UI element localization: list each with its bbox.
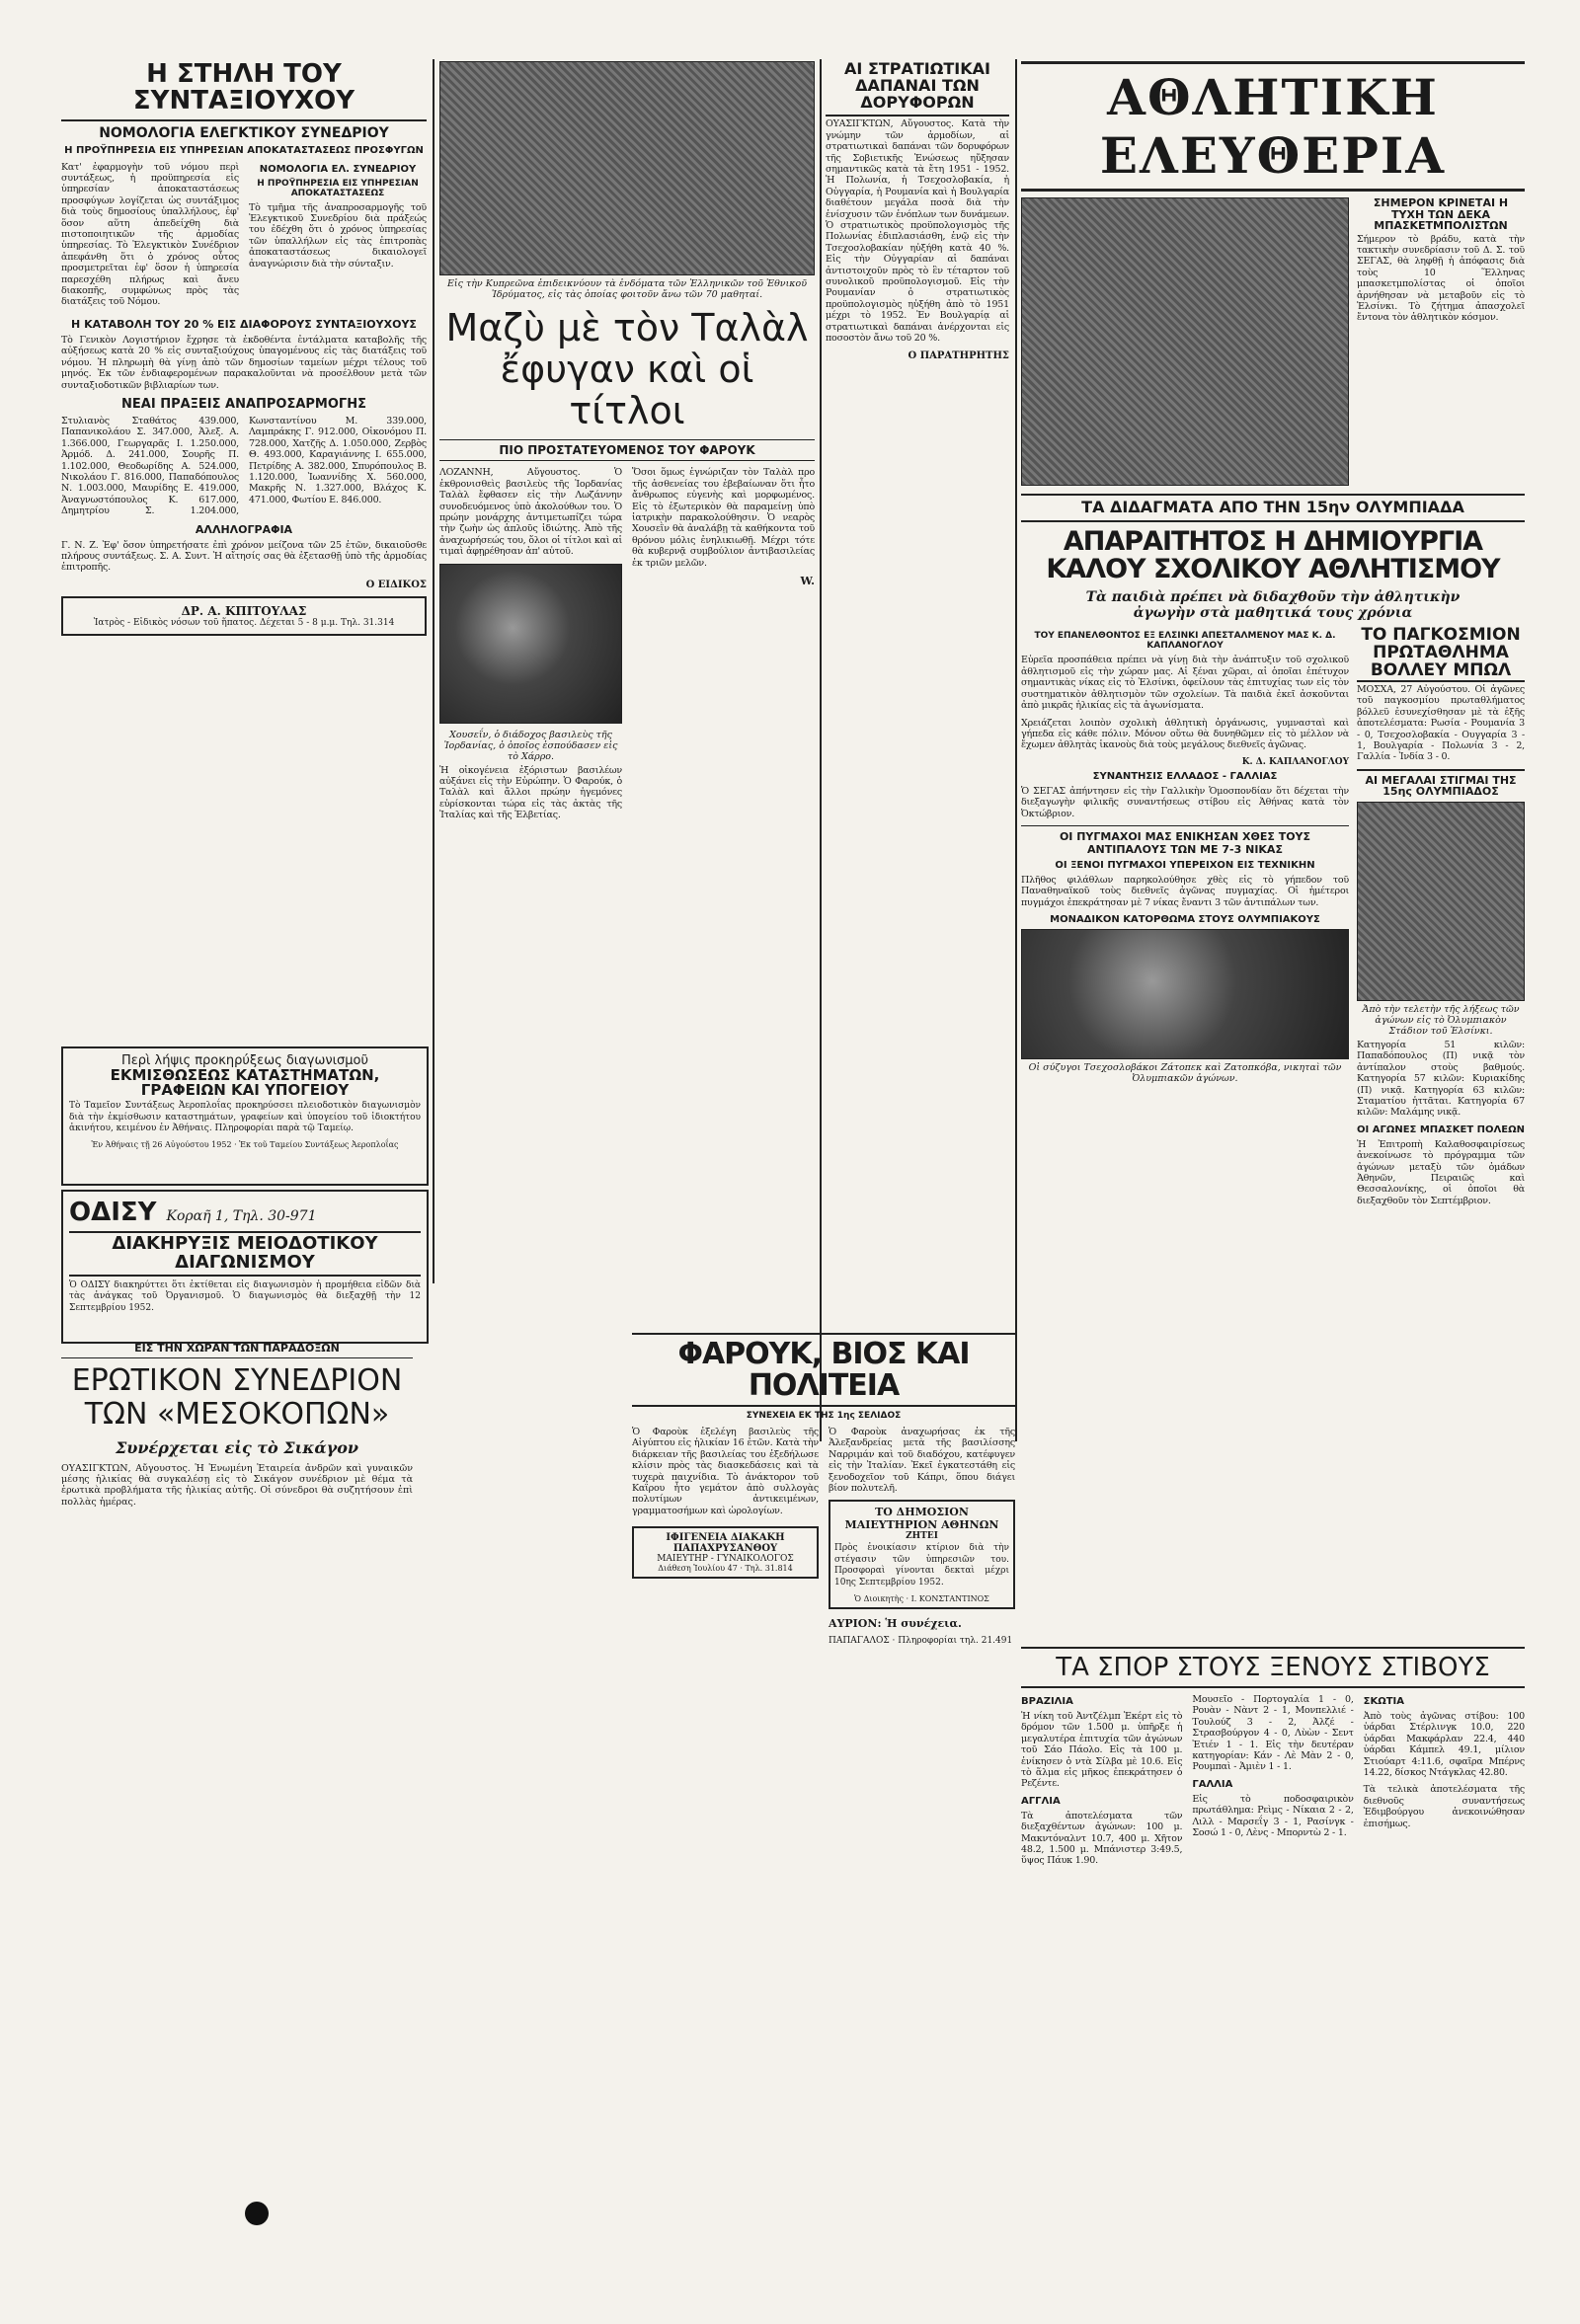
section-heading: ΝΕΑΙ ΠΡΑΞΕΙΣ ΑΝΑΠΡΟΣΑΡΜΟΓΗΣ <box>121 396 366 412</box>
article-text: ΟΥΑΣΙΓΚΤΩΝ, Αὔγουστος. Ἡ Ἑνωμένη Ἐταιρεία ἀνδρῶν καὶ γυναικῶν μέσης ἡλικίας θὰ συγκαλέσῃ εἰς τὸ Σικάγον συνέδριον μὲ θέμα τὰ ἐρωτικὰ προβλήματα τῆς ἡλικίας αὐτῆς. Οἱ σύνεδροι θὰ συζητήσουν ἐπὶ πολλὰς ἡμέρας. <box>61 1462 413 1508</box>
article-text: Τὸ τμῆμα τῆς ἀναπροσαρμογῆς τοῦ Ἐλεγκτικοῦ Συνεδρίου διὰ πράξεώς του ἐδέχθη ὅτι ὁ χρόνος ὑπηρεσίας τῶν ὑπαλλήλων εἰς τὰς ἐπιτροπὰς ἀποκαταστάσεως δικαιολογεῖ ἀναγνώρισιν διὰ τὴν σύνταξιν. <box>249 201 427 270</box>
ad-title: Περὶ λήψις προκηρύξεως διαγωνισμοῦ <box>120 1053 369 1068</box>
article-text: Ὁ ΣΕΓΑΣ ἀπήντησεν εἰς τὴν Γαλλικὴν Ὁμοσπονδίαν ὅτι δέχεται τὴν διεξαγωγὴν φιλικῆς συναντήσεως στίβου εἰς Ἀθήνας κατὰ τὸν Ὀκτώβριον. <box>1021 785 1349 819</box>
headline: Μαζὺ μὲ τὸν Ταλὰλ ἔφυγαν καὶ οἱ τίτλοι <box>445 306 809 432</box>
photo-heading: ΜΟΝΑΔΙΚΟΝ ΚΑΤΟΡΘΩΜΑ ΣΤΟΥΣ ΟΛΥΜΠΙΑΚΟΥΣ <box>1050 914 1320 926</box>
volleyball-headline: ΤΟ ΠΑΓΚΟΣΜΙΟΝ ΠΡΩΤΑΘΛΗΜΑ ΒΟΛΛΕΥ ΜΠΩΛ <box>1357 627 1525 682</box>
olympics-headline: ΑΙ ΜΕΓΑΛΑΙ ΣΤΙΓΜΑΙ ΤΗΣ 15ης ΟΛΥΜΠΙΑΔΟΣ <box>1357 769 1525 798</box>
foreign-sports <box>1021 1647 1525 2259</box>
side-headline: ΣΗΜΕΡΟΝ ΚΡΙΝΕΤΑΙ Η ΤΥΧΗ ΤΩΝ ΔΕΚΑ ΜΠΑΣΚΕΤΜΠΟΛΙΣΤΩΝ <box>1373 196 1509 233</box>
section-rule <box>632 1333 1015 1335</box>
talal-column <box>439 61 815 1345</box>
signature: W. <box>800 575 815 588</box>
signature: Κ. Δ. ΚΑΠΛΑΝΟΓΛΟΥ <box>1241 756 1349 767</box>
article-text: ΟΥΑΣΙΓΚΤΩΝ, Αὔγουστος. Κατὰ τὴν γνώμην τῶν ἁρμοδίων, αἱ στρατιωτικαὶ δαπάναι τῶν δορυφόρων τῆς Σοβιετικῆς Ἑνώσεως ηὔξησαν σημαντικῶς κατὰ τὰ ἔτη 1951 - 1952. Ἡ Πολωνία, ἡ Τσεχοσλοβακία, ἡ Οὐγγαρία, ἡ Ρουμανία καὶ ἡ Βουλγαρία διαθέτουν μεγάλα ποσὰ διὰ τὴν ἐνίσχυσιν τῶν ἐνόπλων των δυνάμεων. Ὁ στρατιωτικὸς προϋπολογισμὸς τῆς Πολωνίας ἐδιπλασιάσθη, ἐνῷ εἰς τὴν Τσεχοσλοβακίαν ηὐξήθη κατὰ 40 %. Εἰς τὴν Οὐγγαρίαν αἱ δαπάναι ἀντιστοιχοῦν πρὸς τὸ ἓν τέταρτον τοῦ συνολικοῦ προϋπολογισμοῦ. Εἰς τὴν Ρουμανίαν ὁ στρατιωτικὸς προϋπολογισμὸς ηὐξήθη ἀπὸ τὸ 1951 μέχρι τὸ 1952. Ἐν Βουλγαρίᾳ αἱ στρατιωτικαὶ δαπάναι ἀνέρχονται εἰς ποσοστὸν ἄνω τοῦ 20 %. <box>826 118 1009 345</box>
column-title: Η ΣΤΗΛΗ ΤΟΥ ΣΥΝΤΑΞΙΟΥΧΟΥ <box>61 61 427 121</box>
odisy-ad <box>61 1190 429 1344</box>
ad-text: Τὸ Ταμεῖον Συντάξεως Ἀεροπλοΐας προκηρύσσει πλειοδοτικὸν διαγωνισμὸν διὰ τὴν ἐκμίσθωσιν καταστημάτων, γραφείων καὶ ὑπογείου τοῦ ἰδιοκτήτου ἀκινήτου, κειμένου ἐν Ἀθήναις. Πληροφορίαι παρὰ τῷ Ταμείῳ. <box>69 1101 421 1133</box>
farouk-article <box>632 1339 1015 2188</box>
article-text: Τὰ τελικὰ ἀποτελέσματα τῆς διεθνοῦς συναντήσεως Ἐδιμβούργου ἀνεκοινώθησαν ἐπισήμως. <box>1363 1784 1525 1829</box>
main-headline: ΑΠΑΡΑΙΤΗΤΟΣ Η ΔΗΜΙΟΥΡΓΙΑ ΚΑΛΟΥ ΣΧΟΛΙΚΟΥ ΑΘΛΗΤΙΣΜΟΥ <box>1046 525 1500 585</box>
section-heading: Η ΚΑΤΑΒΟΛΗ ΤΟΥ 20 % ΕΙΣ ΔΙΑΦΟΡΟΥΣ ΣΥΝΤΑΞΙΟΥΧΟΥΣ <box>71 317 417 331</box>
article-text: Στυλιανὸς Σταθάτος 439.000, Παπανικολάου Σ. 347.000, Ἀλεξ. Α. 1.366.000, Γεωργαρᾶς Ι. 1.250.000, Ἀρμόδ. Δ. 241.000, Σουρῆς Π. 1.102.000, Θεοδωρίδης Α. 524.000, Νικολάου Γ. 816.000, Παπαδόπουλος Ν. 1.003.000, Μαυρίδης Ε. 419.000, Ἀναγνωστόπουλος Κ. 617.000, Δημητρίου Σ. 1.204.000, Κωνσταντίνου Μ. 339.000, Λαμπράκης Γ. 912.000, Οἰκονόμου Π. 728.000, Χατζῆς Δ. 1.050.000, Ζερβὸς Θ. 493.000, Καραγιάννης Ι. 655.000, Πετρίδης Α. 382.000, Σπυρόπουλος Β. 1.120.000, Ἰωαννίδης Χ. 560.000, Μακρῆς Ν. 1.327.000, Βλάχος Κ. 471.000, Φωτίου Ε. 846.000. <box>61 415 427 517</box>
satellites-column <box>826 61 1009 1345</box>
ad-heading: ΔΙΑΚΗΡΥΞΙΣ ΜΕΙΟΔΟΤΙΚΟΥ ΔΙΑΓΩΝΙΣΜΟΥ <box>69 1231 421 1277</box>
notice-sub: ΖΗΤΕΙ <box>906 1531 938 1542</box>
kicker: ΕΙΣ ΤΗΝ ΧΩΡΑΝ ΤΩΝ ΠΑΡΑΔΟΞΩΝ <box>61 1343 413 1358</box>
article-text: Εἰς τὸ ποδοσφαιρικὸν πρωτάθλημα: Ρεὶμς - Νίκαια 2 - 2, Λιλλ - Μαρσεΐγ 3 - 1, Ρασίνγκ - Σοσώ 1 - 0, Λὲνς - Μπορντὼ 2 - 1. <box>1192 1793 1354 1839</box>
article-text: Πλῆθος φιλάθλων παρηκολούθησε χθὲς εἰς τὸ γήπεδον τοῦ Παναθηναϊκοῦ τοὺς διεθνεῖς ἀγῶνας πυγμαχίας. Οἱ ἡμέτεροι πυγμάχοι ἐπεκράτησαν μὲ 7 νίκας ἔναντι 3 τῶν ἀντιπάλων των. <box>1021 874 1349 908</box>
small-ad: ΠΑΠΑΓΑΛΟΣ · Πληροφορίαι τηλ. 21.491 <box>829 1636 1013 1647</box>
column-rule <box>1015 59 1017 1441</box>
byline: ΤΟΥ ΕΠΑΝΕΛΘΟΝΤΟΣ ΕΞ ΕΛΣΙΝΚΙ ΑΠΕΣΤΑΛΜΕΝΟΥ ΜΑΣ Κ. Δ. ΚΑΠΛΑΝΟΓΛΟΥ <box>1034 631 1336 652</box>
column-rule <box>820 59 822 1441</box>
maternity-notice <box>829 1500 1015 1609</box>
ad-org: ΟΔΙΣΥ <box>69 1198 157 1227</box>
section-subheading: Η ΠΡΟΫΠΗΡΕΣΙΑ ΕΙΣ ΥΠΗΡΕΣΙΑΝ ΑΠΟΚΑΤΑΣΤΑΣΕΩΣ <box>257 178 419 198</box>
foreign-headline: ΤΑ ΣΠΟΡ ΣΤΟΥΣ ΞΕΝΟΥΣ ΣΤΙΒΟΥΣ <box>1021 1647 1525 1688</box>
article-text: Ἡ Ἐπιτροπὴ Καλαθοσφαιρίσεως ἀνεκοίνωσε τὸ πρόγραμμα τῶν ἀγώνων μεταξὺ τῶν ὁμάδων Ἀθηνῶν, Πειραιῶς καὶ Θεσσαλονίκης, οἱ ὁποῖοι θὰ διεξαχθοῦν τὸν Σεπτέμβριον. <box>1357 1138 1525 1206</box>
article-text: ΜΟΣΧΑ, 27 Αὐγούστου. Οἱ ἀγῶνες τοῦ παγκοσμίου πρωταθλήματος βόλλεϋ ἐσυνεχίσθησαν μὲ τὰ ἑξῆς ἀποτελέσματα: Ρωσία - Ρουμανία 3 - 0, Τσεχοσλοβακία - Ουγγαρία 3 - 1, Βουλγαρία - Πολωνία 3 - 2, Γαλλία - Ἰνδία 3 - 0. <box>1357 684 1525 763</box>
article-text: Σήμερον τὸ βράδυ, κατὰ τὴν τακτικὴν συνεδρίασιν τοῦ Δ. Σ. τοῦ ΣΕΓΑΣ, θὰ ληφθῇ ἡ ἀπόφασις διὰ τοὺς 10 Ἕλληνας μπασκετμπολίστας οἱ ὁποῖοι ἀρνήθησαν νὰ μεταβοῦν εἰς τὸ Ἑλσίνκι. Τὸ ζήτημα ἀπασχολεῖ ἔντονα τὸν ἀθλητικὸν κόσμον. <box>1357 233 1525 324</box>
basketball-team-photo <box>1021 197 1349 486</box>
article-text: Τὰ ἀποτελέσματα τῶν διεξαχθέντων ἀγώνων: 100 μ. Μακντόναλντ 10.7, 400 μ. Χῆτον 48.2, 1.500 μ. Μπάνιστερ 3:49.5, ὕψος Πάυκ 1.90. <box>1021 1810 1183 1867</box>
doctor-ad <box>61 596 427 636</box>
article-text: Ἡ οἰκογένεια ἐξόριστων βασιλέων αὐξάνει εἰς τὴν Εὐρώπην. Ὁ Φαρούκ, ὁ Ταλὰλ καὶ ἄλλοι πρώην ἡγεμόνες εὑρίσκονται τώρα εἰς τὰς ἀκτὰς τῆς Ἰταλίας καὶ τῆς Ἑλβετίας. <box>439 764 622 821</box>
ad-job: ΜΑΙΕΥΤΗΡ - ΓΥΝΑΙΚΟΛΟΓΟΣ <box>657 1554 794 1565</box>
article-text: Κατ' ἐφαρμογὴν τοῦ νόμου περὶ συντάξεως, ἡ προϋπηρεσία εἰς ὑπηρεσίαν ἀποκαταστάσεως προσφύγων λογίζεται ὡς συντάξιμος διὰ τοὺς δημοσίους ὑπαλλήλους, ἐφ' ὅσον αὕτη ἀπεδείχθη διὰ πιστοποιητικῶν τῆς ἁρμοδίας ὑπηρεσίας. Τὸ Ἐλεγκτικὸν Συνέδριον ἀπεφάνθη ὅτι ὁ χρόνος οὗτος προσμετρεῖται ἐφ' ὅσον ἡ ὑπηρεσία παρεσχέθη πλήρως καὶ ἄνευ διακοπῆς, συμφώνως πρὸς τὰς διατάξεις τοῦ Νόμου. <box>61 161 239 308</box>
portrait-photo <box>439 564 622 724</box>
article-text: Ἀπὸ τοὺς ἀγῶνας στίβου: 100 ὑάρδαι Στέρλινγκ 10.0, 220 ὑάρδαι Μακφάρλαν 22.4, 440 ὑάρδαι Κάμπελ 49.1, μίλιον Στιούαρτ 4:11.6, σφαῖρα Μπέρνς 14.22, δίσκος Ντάγκλας 42.80. <box>1363 1711 1525 1779</box>
main-subheadline: Τὰ παιδιὰ πρέπει νὰ διδαχθοῦν τὴν ἀθλητικὴν ἀγωγὴν στὰ μαθητικά τους χρόνια <box>1085 589 1461 622</box>
article-text: Ὅσοι ὅμως ἐγνώριζαν τὸν Ταλὰλ προ τῆς ἀσθενείας του ἐβεβαίωναν ὅτι ἦτο ἄνθρωπος εὐγενὴς καὶ μορφωμένος. Εἰς τὸ ἐξωτερικὸν θὰ παραμείνῃ ὑπὸ ἰατρικὴν παρακολούθησιν. Ὁ νεαρὸς Χουσεῒν θὰ ἀναλάβῃ τὰ καθήκοντα τοῦ θρόνου μόλις ἐνηλικιωθῇ. Μέχρι τότε θὰ κυβερνᾷ συμβούλιον ἀντιβασιλείας ἐκ τριῶν μελῶν. <box>632 467 815 569</box>
doctor-name: ΔΡ. Α. ΚΠΙΤΟΥΛΑΣ <box>181 603 307 618</box>
sports-masthead: ΑΘΛΗΤΙΚΗ ΕΛΕΥΘΕΡΙΑ <box>1021 61 1525 192</box>
country-heading: ΣΚΩΤΙΑ <box>1363 1696 1405 1707</box>
section-heading: ΟΙ ΑΓΩΝΕΣ ΜΠΑΣΚΕΤ ΠΟΛΕΩΝ <box>1357 1123 1525 1135</box>
section-subheading: Η ΠΡΟΫΠΗΡΕΣΙΑ ΕΙΣ ΥΠΗΡΕΣΙΑΝ ΑΠΟΚΑΤΑΣΤΑΣΕΩΣ ΠΡΟΣΦΥΓΩΝ <box>64 144 424 156</box>
photo-caption: Χουσεΐν, ὁ διάδοχος βασιλεὺς τῆς Ἰορδανίας, ὁ ὁποῖος ἐσπούδασεν εἰς τὸ Χάρρο. <box>443 729 618 762</box>
photo-caption: Εἰς τὴν Κυπρεῶνα ἐπιδεικνύουν τὰ ἐνδόματα τῶν Ἑλληνικῶν τοῦ Ἐθνικοῦ Ἰδρύματος, εἰς τὰς ὁποίας φοιτοῦν ἄνω τῶν 70 μαθηταί. <box>446 278 808 300</box>
ad-text: Ὁ ΟΔΙΣΥ διακηρύττει ὅτι ἐκτίθεται εἰς διαγωνισμὸν ἡ προμήθεια εἰδῶν διὰ τὰς ἀνάγκας τοῦ Ὀργανισμοῦ. Ὁ διαγωνισμὸς θὰ διεξαχθῇ τὴν 12 Σεπτεμβρίου 1952. <box>69 1279 421 1313</box>
pensioner-column <box>61 61 427 1048</box>
continuation: ΣΥΝΕΧΕΙΑ ΕΚ ΤΗΣ 1ης ΣΕΛΙΔΟΣ <box>746 1411 902 1421</box>
article-text: Γ. Ν. Ζ. Ἐφ' ὅσον ὑπηρετήσατε ἐπὶ χρόνον μείζονα τῶν 25 ἐτῶν, δικαιοῦσθε πλήρους συντάξεως. Σ. Α. Συντ. Ἡ αἴτησίς σας θὰ ἐξετασθῇ ὑπὸ τῆς ἁρμοδίας ἐπιτροπῆς. <box>61 539 427 574</box>
column-rule <box>433 59 434 1283</box>
school-photo <box>439 61 815 275</box>
continued-tomorrow: ΑΥΡΙΟΝ: Ἡ συνέχεια. <box>829 1617 962 1631</box>
ad-address: Διάθεση Ἰουλίου 47 · Τηλ. 31.814 <box>658 1564 793 1574</box>
country-heading: ΒΡΑΖΙΛΙΑ <box>1021 1696 1073 1707</box>
notice-text: Πρὸς ἐνοικίασιν κτίριον διὰ τὴν στέγασιν τῶν ὑπηρεσιῶν του. Προσφοραὶ γίνονται δεκταὶ μέχρι 10ης Σεπτεμβρίου 1952. <box>834 1543 1009 1588</box>
zatopek-photo <box>1021 929 1349 1059</box>
article-text: Ὁ Φαροὺκ ἐξελέγη βασιλεὺς τῆς Αἰγύπτου εἰς ἡλικίαν 16 ἐτῶν. Κατὰ τὴν διάρκειαν τῆς βασιλείας του ἐξεδήλωσε κλίσιν πρὸς τὰς διασκεδάσεις καὶ τὰ τυχερὰ παιχνίδια. Τὸ ἀνάκτορον τοῦ Καΐρου ἦτο γεμάτον ἀπὸ συλλογὰς πολυτίμων ἀντικειμένων, γραμματοσήμων καὶ ὡρολογίων. <box>632 1427 819 1516</box>
ad-address: Κοραῆ 1, Τηλ. 30-971 <box>166 1208 317 1224</box>
article-text: Χρειάζεται λοιπὸν σχολικὴ ἀθλητικὴ ὀργάνωσις, γυμνασταὶ καὶ γήπεδα εἰς κάθε πόλιν. Μόνον οὕτω θὰ δυνηθῶμεν εἰς τὸ μέλλον νὰ ἔχωμεν ἀθλητὰς ἱκανοὺς διὰ τοὺς μεγάλους διεθνεῖς ἀγῶνας. <box>1021 717 1349 751</box>
photo-caption: Οἱ σύζυγοι Τσεχοσλοβάκοι Ζάτοπεκ καὶ Ζατοπκόβα, νικηταὶ τῶν Ὀλυμπιακῶν ἀγώνων. <box>1028 1062 1342 1085</box>
doctor-ad <box>632 1526 819 1579</box>
section-heading: ΝΟΜΟΛΟΓΙΑ ΕΛΕΓΚΤΙΚΟΥ ΣΥΝΕΔΡΙΟΥ <box>99 124 389 141</box>
ink-blot <box>245 2202 269 2225</box>
section-heading: ΝΟΜΟΛΟΓΙΑ ΕΛ. ΣΥΝΕΔΡΙΟΥ <box>259 163 417 175</box>
subheadline: ΠΙΟ ΠΡΟΣΤΑΤΕΥΟΜΕΝΟΣ ΤΟΥ ΦΑΡΟΥΚ <box>439 439 815 461</box>
article-text: Εὐρεῖα προσπάθεια πρέπει νὰ γίνῃ διὰ τὴν ἀνάπτυξιν τοῦ σχολικοῦ ἀθλητισμοῦ εἰς τὴν χώραν μας. Αἱ ξέναι χῶραι, αἱ ὁποῖαι ἐπέτυχον σημαντικὰς νίκας εἰς τὸ Ἑλσίνκι, ὀφείλουν τὰς ἐπιτυχίας των εἰς τὸν συστηματικὸν ἀθλητισμὸν τῶν σχολείων. Τὰ παιδιὰ ἐκεῖ ἀσκοῦνται ἀπὸ μικρᾶς ἡλικίας εἰς τὰ ἀγωνίσματα. <box>1021 655 1349 712</box>
signature: Ο ΕΙΔΙΚΟΣ <box>365 579 427 590</box>
headline: ΕΡΩΤΙΚΟΝ ΣΥΝΕΔΡΙΟΝ ΤΩΝ «ΜΕΣΟΚΟΠΩΝ» <box>71 1362 403 1433</box>
ad-name: ΙΦΙΓΕΝΕΙΑ ΔΙΑΚΑΚΗ ΠΑΠΑΧΡΥΣΑΝΘΟΥ <box>666 1532 785 1555</box>
tender-ad <box>61 1046 429 1186</box>
congress-article <box>61 1343 413 1678</box>
article-text: Τὸ Γενικὸν Λογιστήριον ἔχρησε τὰ ἐκδοθέντα ἐντάλματα καταβολῆς τῆς αὐξήσεως κατὰ 20 % εἰς συνταξιούχους ὑπαγομένους εἰς τὰς διατάξεις τοῦ νόμου. Ἡ πληρωμὴ θὰ γίνῃ ἀπὸ τῶν δημοσίων ταμείων μέχρι τέλους τοῦ μηνός. Ἐκ τῶν ἐνδιαφερομένων παρακαλοῦνται νὰ προσέλθουν μετὰ τῶν συνταξιοδοτικῶν βιβλιαρίων των. <box>61 334 427 391</box>
article-text: Ἡ νίκη τοῦ Ἀντζέλμπ Ἐκέρτ εἰς τὸ δρόμον τῶν 1.500 μ. ὑπῆρξε ἡ μεγαλυτέρα ἐπιτυχία τῶν ἀγώνων τοῦ Σάο Πάολο. Εἰς τὰ 100 μ. ἐνίκησεν ὁ ντὰ Σίλβα μὲ 10.6. Εἰς τὸ ἅλμα εἰς μῆκος ἐπεκράτησεν ὁ Ρεζέντε. <box>1021 1711 1183 1790</box>
article-text: Κατηγορία 51 κιλῶν: Παπαδόπουλος (Π) νικᾷ τὸν ἀντίπαλον στοὺς βαθμούς. Κατηγορία 57 κιλῶν: Κυριακίδης (Π) νικᾷ. Κατηγορία 63 κιλῶν: Σταματίου ἡττᾶται. Κατηγορία 67 κιλῶν: Μαλάμης νικᾷ. <box>1357 1039 1525 1119</box>
section-heading: ΟΙ ΠΥΓΜΑΧΟΙ ΜΑΣ ΕΝΙΚΗΣΑΝ ΧΘΕΣ ΤΟΥΣ ΑΝΤΙΠΑΛΟΥΣ ΤΩΝ ΜΕ 7-3 ΝΙΚΑΣ <box>1021 825 1349 856</box>
article-text: ΛΟΖΑΝΝΗ, Αὔγουστος. Ὁ ἐκθρονισθεὶς βασιλεὺς τῆς Ἰορδανίας Ταλὰλ ἔφθασεν εἰς τὴν Λωζάννην συνοδευόμενος ὑπὸ ἀκολούθων του. Ὁ πρώην μονάρχης ἀντιμετωπίζει τώρα τὴν ζωὴν ὡς ἁπλοῦς ἰδιώτης. Ἀπὸ τῆς ἀναχωρήσεώς του, ὅλοι οἱ τίτλοι καὶ αἱ τιμαὶ ἀφῃρέθησαν ἀπ' αὐτοῦ. <box>439 467 622 558</box>
article-text: Ὁ Φαροὺκ ἀναχωρήσας ἐκ τῆς Ἀλεξανδρείας μετὰ τῆς βασιλίσσης Ναρριμάν καὶ τοῦ διαδόχου, κατέφυγεν εἰς τὴν Ἰταλίαν. Ἐκεῖ ἐγκατεστάθη εἰς ξενοδοχεῖον τοῦ Κάπρι, ὅπου διάγει βίον πολυτελῆ. <box>829 1427 1015 1495</box>
article-text: Μουσεῖο - Πορτογαλία 1 - 0, Ρουὰν - Νὰντ 2 - 1, Μονπελλιέ - Τουλούζ 3 - 2, Ἀλζέ - Στρασβούργον 4 - 0, Λὺὼν - Σεντ Ἐτιέν 1 - 1. Εἰς τὴν δευτέραν κατηγορίαν: Κάν - Λὲ Μὰν 2 - 0, Ρουμπαὶ - Ἀμιὲν 1 - 1. <box>1192 1694 1354 1773</box>
doctor-info: Ἰατρὸς - Εἰδικὸς νόσων τοῦ ἥπατος. Δέχεται 5 - 8 μ.μ. Τηλ. 31.314 <box>93 617 395 628</box>
country-heading: ΓΑΛΛΙΑ <box>1192 1778 1233 1790</box>
notice-signature: Ὁ Διοικητὴς · Ι. ΚΟΝΣΤΑΝΤΙΝΟΣ <box>854 1594 989 1604</box>
subheadline: Συνέρχεται εἰς τὸ Σικάγον <box>115 1437 358 1457</box>
photo-caption: Ἀπὸ τὴν τελετὴν τῆς λήξεως τῶν ἀγώνων εἰς τὸ Ὀλυμπιακὸν Στάδιον τοῦ Ἑλσίνκι. <box>1362 1003 1520 1037</box>
headline: ΑΙ ΣΤΡΑΤΙΩΤΙΚΑΙ ΔΑΠΑΝΑΙ ΤΩΝ ΔΟΡΥΦΟΡΩΝ <box>826 61 1009 116</box>
section-heading: ΣΥΝΑΝΤΗΣΙΣ ΕΛΛΑΔΟΣ - ΓΑΛΛΙΑΣ <box>1092 770 1278 782</box>
ad-heading: ΕΚΜΙΣΘΩΣΕΩΣ ΚΑΤΑΣΤΗΜΑΤΩΝ, ΓΡΑΦΕΙΩΝ ΚΑΙ ΥΠΟΓΕΙΟΥ <box>110 1065 380 1100</box>
ad-signature: Ἐν Ἀθήναις τῇ 26 Αὐγούστου 1952 · Ἐκ τοῦ Ταμείου Συντάξεως Ἀεροπλοΐας <box>91 1140 399 1150</box>
section-subheading: ΟΙ ΞΕΝΟΙ ΠΥΓΜΑΧΟΙ ΥΠΕΡΕΙΧΟΝ ΕΙΣ ΤΕΧΝΙΚΗΝ <box>1055 859 1315 871</box>
notice-heading: ΤΟ ΔΗΜΟΣΙΟΝ ΜΑΙΕΥΤΗΡΙΟΝ ΑΘΗΝΩΝ <box>844 1506 999 1532</box>
headline: ΦΑΡΟΥΚ, ΒΙΟΣ ΚΑΙ ΠΟΛΙΤΕΙΑ <box>632 1339 1015 1407</box>
section-heading: ΑΛΛΗΛΟΓΡΑΦΙΑ <box>195 522 293 536</box>
olympics-photo <box>1357 802 1525 1001</box>
signature: Ο ΠΑΡΑΤΗΡΗΤΗΣ <box>908 349 1009 361</box>
country-heading: ΑΓΓΛΙΑ <box>1021 1795 1061 1807</box>
band-headline: ΤΑ ΔΙΔΑΓΜΑΤΑ ΑΠΟ ΤΗΝ 15ην ΟΛΥΜΠΙΑΔΑ <box>1021 494 1525 522</box>
